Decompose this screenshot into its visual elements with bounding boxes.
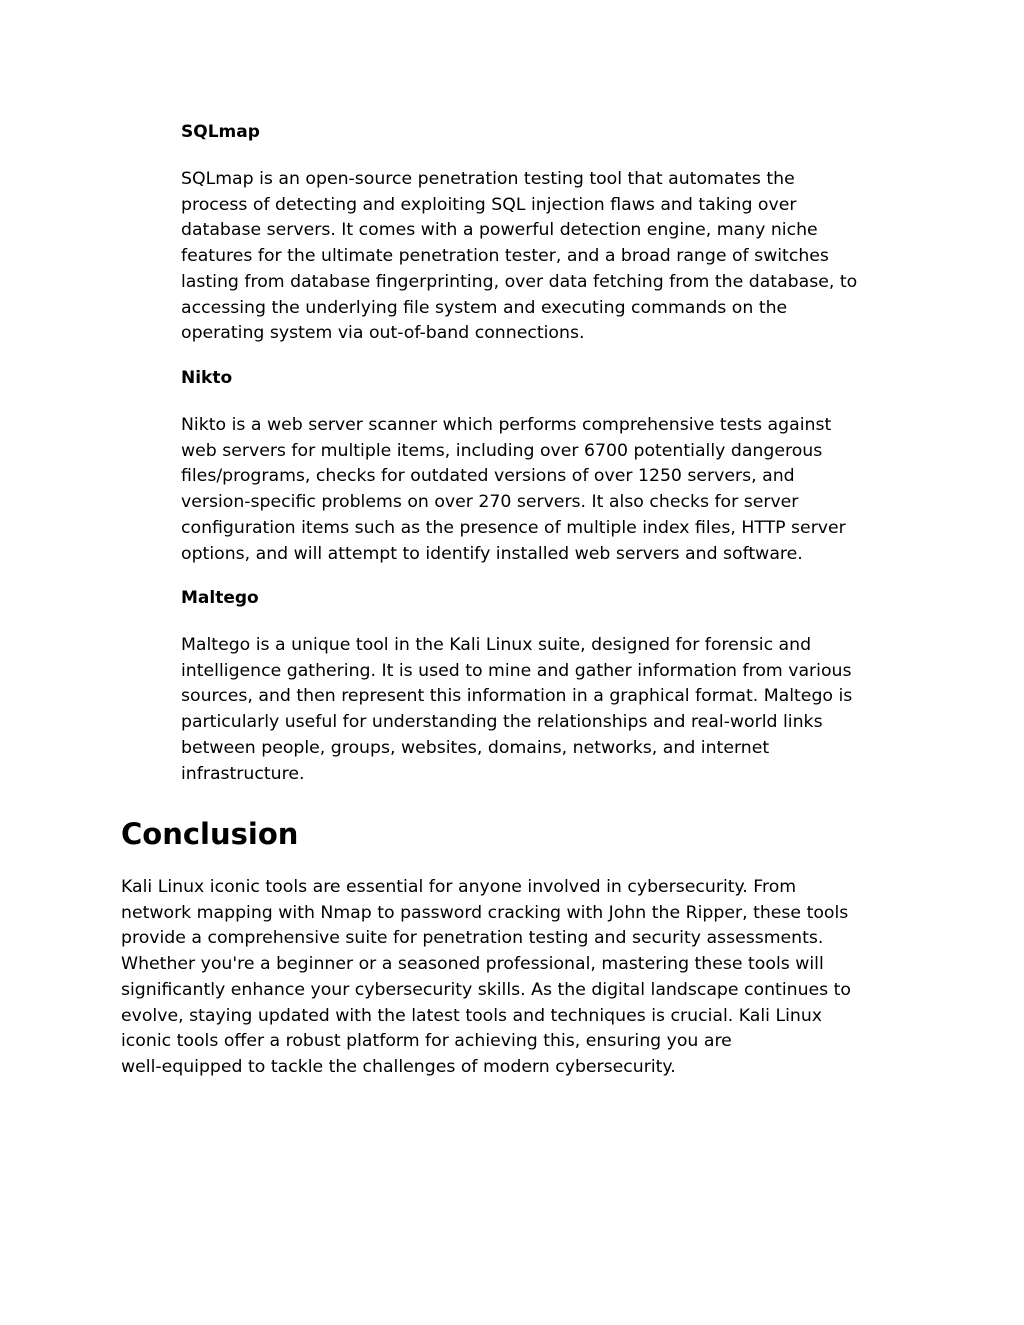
text-line: version-specific problems on over 270 servers. It also checks for server <box>181 492 799 513</box>
text-line: infrastructure. <box>181 763 305 784</box>
text-line: sources, and then represent this information in a graphical format. Maltego is <box>181 686 853 707</box>
text-line: configuration items such as the presence of multiple index files, HTTP server <box>181 517 846 538</box>
text-line: Nikto is a web server scanner which performs comprehensive tests against <box>181 415 832 435</box>
text-line: Whether you're a beginner or a seasoned professional, mastering these tools will <box>121 954 824 975</box>
text-line: intelligence gathering. It is used to mine and gather information from various <box>181 660 852 681</box>
text-line: significantly enhance your cybersecurity skills. As the digital landscape continues to <box>121 979 852 1000</box>
text-line: options, and will attempt to identify installed web servers and software. <box>181 543 803 564</box>
section-heading: Maltego <box>181 588 259 608</box>
conclusion-heading: Conclusion <box>121 817 299 851</box>
text-line: provide a comprehensive suite for penetration testing and security assessments. <box>121 928 824 949</box>
section-heading: Nikto <box>181 368 233 388</box>
text-line: iconic tools offer a robust platform for achieving this, ensuring you are <box>121 1031 732 1052</box>
text-line: database servers. It comes with a powerful detection engine, many niche <box>181 220 818 241</box>
section-nikto <box>181 367 911 567</box>
section-paragraph <box>181 633 911 787</box>
text-line: evolve, staying updated with the latest tools and techniques is crucial. Kali Linux <box>121 1005 823 1026</box>
section-maltego <box>181 587 911 787</box>
section-conclusion <box>121 816 911 1081</box>
text-line: features for the ultimate penetration tester, and a broad range of switches <box>181 246 829 267</box>
section-paragraph <box>181 167 911 347</box>
conclusion-paragraph <box>121 875 911 1081</box>
section-paragraph <box>181 413 911 567</box>
text-line: SQLmap is an open-source penetration testing tool that automates the <box>181 169 795 189</box>
text-line: Maltego is a unique tool in the Kali Linux suite, designed for forensic and <box>181 635 812 655</box>
text-line: network mapping with Nmap to password cracking with John the Ripper, these tools <box>121 902 849 923</box>
text-line: between people, groups, websites, domains, networks, and internet <box>181 737 770 758</box>
text-line: Kali Linux iconic tools are essential for anyone involved in cybersecurity. From <box>121 877 797 897</box>
section-sqlmap <box>181 121 911 347</box>
text-line: accessing the underlying file system and executing commands on the <box>181 297 788 318</box>
text-line: well-equipped to tackle the challenges of modern cybersecurity. <box>121 1056 676 1077</box>
text-line: operating system via out-of-band connections. <box>181 323 585 344</box>
text-line: files/programs, checks for outdated versions of over 1250 servers, and <box>181 466 795 487</box>
text-line: lasting from database fingerprinting, over data fetching from the database, to <box>181 271 858 292</box>
text-line: particularly useful for understanding the relationships and real-world links <box>181 712 823 733</box>
text-line: process of detecting and exploiting SQL injection flaws and taking over <box>181 194 797 215</box>
text-line: web servers for multiple items, including over 6700 potentially dangerous <box>181 440 823 461</box>
section-heading: SQLmap <box>181 122 260 142</box>
